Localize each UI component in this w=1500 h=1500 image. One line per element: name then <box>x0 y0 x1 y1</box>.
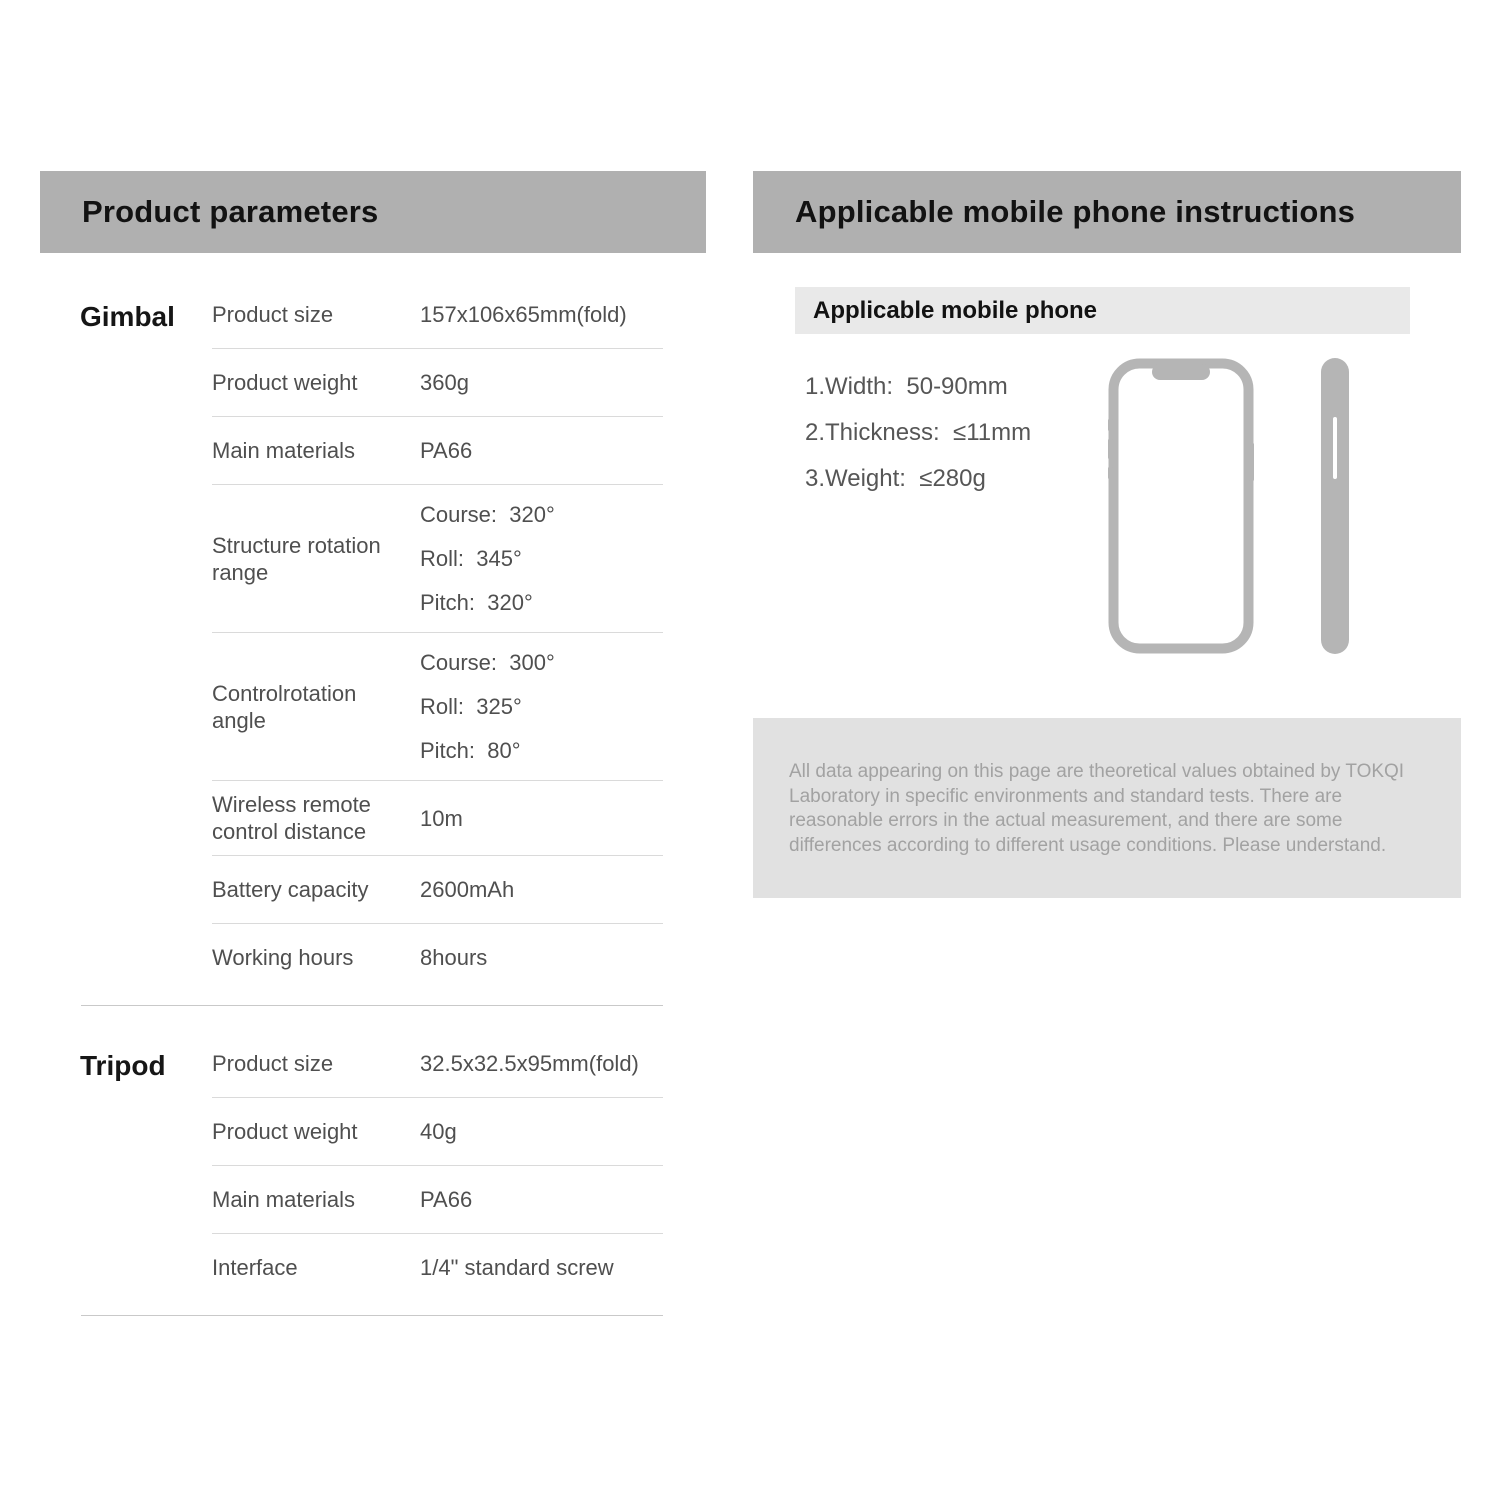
spec-label: Wireless remote control distance <box>212 792 371 844</box>
disclaimer-text: All data appearing on this page are theoretical values obtained by TOKQI Laboratory in specific environments and standard tests. There are reasonable errors in the actual measurement, and there are some differences according to different usage conditions. Please understand. <box>789 761 1405 856</box>
applicable-phone-subtitle: Applicable mobile phone <box>813 296 1098 324</box>
section-divider <box>81 1315 663 1316</box>
spec-label: Product weight <box>212 1119 358 1144</box>
spec-value: Course: 320° Roll: 345° Pitch: 320° <box>420 502 555 615</box>
spec-label: Structure rotation range <box>212 532 381 585</box>
spec-row-control-rotation-angle <box>212 633 663 781</box>
spec-value: 360g <box>420 370 469 395</box>
spec-value: 8hours <box>420 945 488 970</box>
section-divider <box>81 1005 663 1006</box>
phone-spec-thickness: 2.Thickness: ≤11mm <box>805 419 1032 446</box>
phone-spec-width: 1.Width: 50-90mm <box>805 373 1008 400</box>
product-parameters-header <box>40 171 706 253</box>
applicable-phone-header <box>753 171 1461 253</box>
spec-value: 40g <box>420 1119 457 1144</box>
spec-row-main-materials <box>212 417 663 485</box>
section-label-tripod: Tripod <box>80 1050 166 1081</box>
gimbal-section <box>40 281 706 991</box>
spec-value: 2600mAh <box>420 877 515 902</box>
gimbal-rows <box>212 281 663 991</box>
phone-instructions-panel <box>753 171 1461 1340</box>
spec-row-main-materials <box>212 1166 663 1234</box>
tripod-section <box>40 1030 706 1301</box>
spec-row-product-size <box>212 281 663 349</box>
spec-value: 10m <box>420 805 463 831</box>
spec-row-structure-rotation-range <box>212 485 663 633</box>
spec-label: Battery capacity <box>212 877 369 902</box>
spec-value: PA66 <box>420 438 473 463</box>
spec-label: Main materials <box>212 1187 356 1212</box>
spec-label: Product size <box>212 302 334 327</box>
spec-value: PA66 <box>420 1187 473 1212</box>
spec-table <box>40 281 706 1316</box>
spec-value: 1/4" standard screw <box>420 1255 614 1280</box>
spec-value: Course: 300° Roll: 325° Pitch: 80° <box>420 650 555 763</box>
phone-side-icon <box>1321 358 1349 654</box>
spec-row-product-weight <box>212 349 663 417</box>
spec-label: Working hours <box>212 945 354 970</box>
spec-label: Product size <box>212 1051 334 1076</box>
spec-row-product-weight <box>212 1098 663 1166</box>
applicable-phone-title: Applicable mobile phone instructions <box>795 194 1356 229</box>
phone-spec-list <box>805 358 1105 654</box>
product-parameters-panel <box>40 171 706 1340</box>
spec-row-working-hours <box>212 924 663 991</box>
disclaimer-box <box>753 718 1461 898</box>
spec-label: Main materials <box>212 438 356 463</box>
phone-requirements <box>753 358 1461 654</box>
product-parameters-title: Product parameters <box>82 194 379 229</box>
spec-value: 32.5x32.5x95mm(fold) <box>420 1051 639 1076</box>
phone-illustration <box>1108 358 1349 654</box>
section-label-gimbal: Gimbal <box>80 301 175 332</box>
tripod-rows <box>212 1030 663 1301</box>
phone-front-icon <box>1108 358 1254 654</box>
applicable-phone-subheader <box>795 287 1410 334</box>
spec-row-product-size <box>212 1030 663 1098</box>
phone-spec-weight: 3.Weight: ≤280g <box>805 465 986 492</box>
spec-row-wireless-remote-distance <box>212 781 663 856</box>
spec-value: 157x106x65mm(fold) <box>420 302 627 327</box>
spec-row-interface <box>212 1234 663 1301</box>
spec-label: Interface <box>212 1255 298 1280</box>
spec-label: Product weight <box>212 370 358 395</box>
spec-row-battery-capacity <box>212 856 663 924</box>
spec-label: Controlrotation angle <box>212 680 357 733</box>
